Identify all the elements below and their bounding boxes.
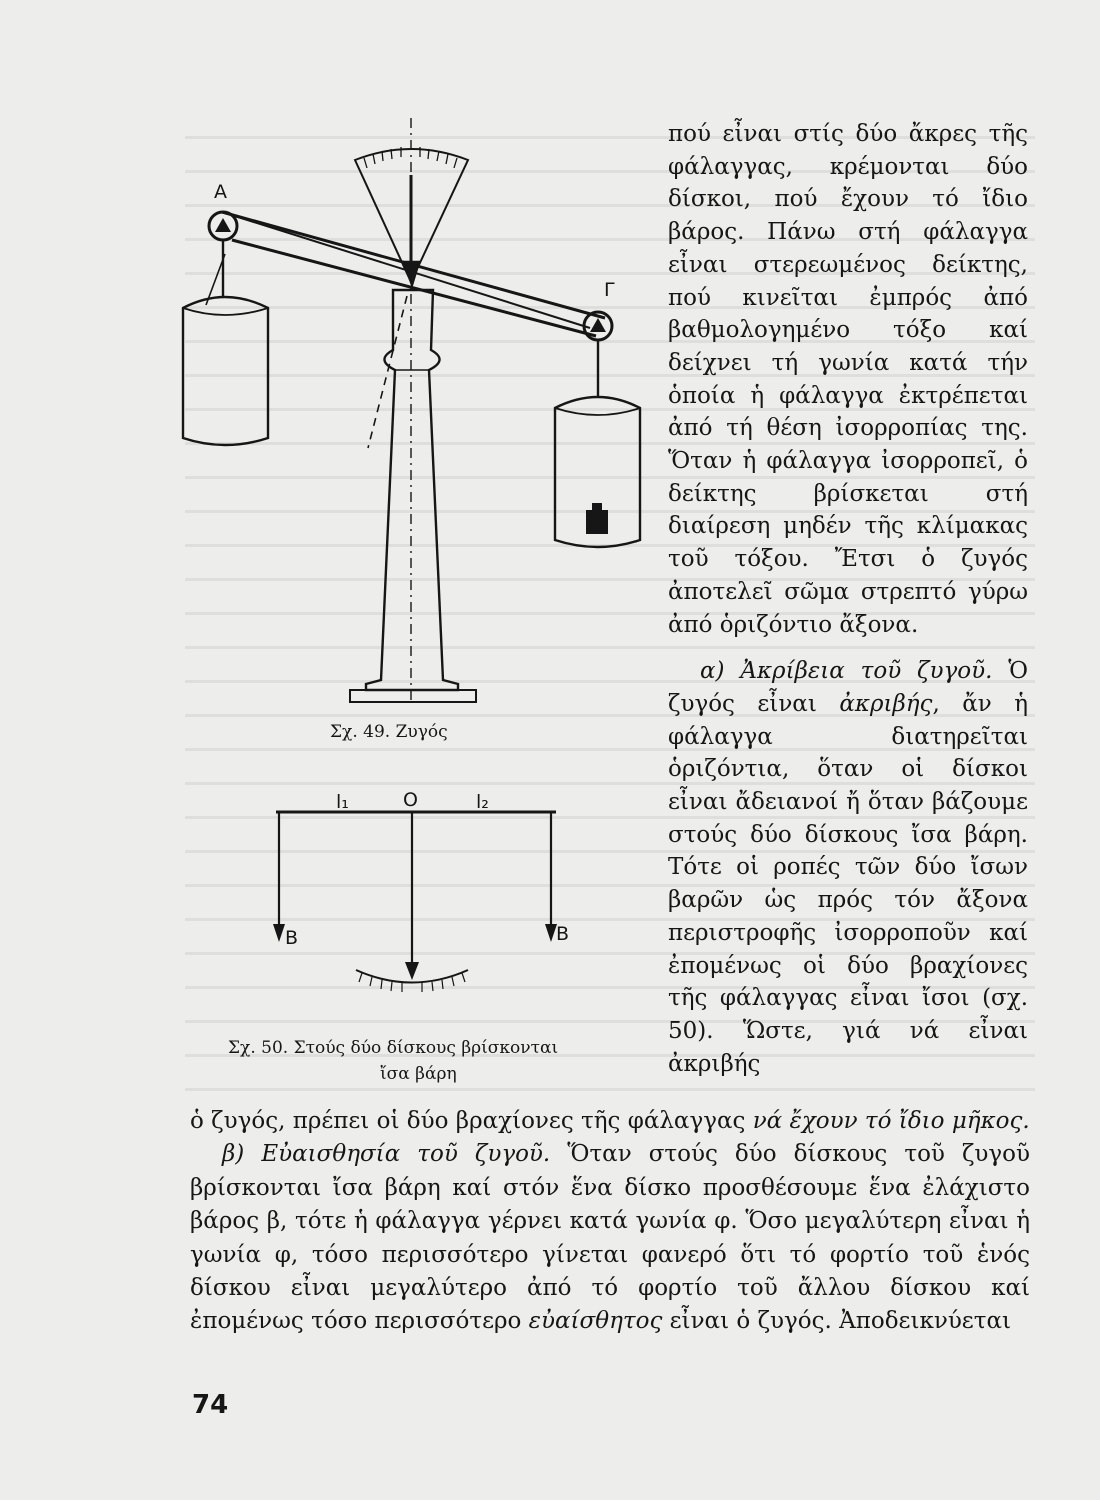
fig49-label-a: A [214,181,227,203]
fig50-label-b-right: B [556,923,570,945]
figure-50-caption [228,1035,638,1087]
accuracy-term: ἀκριβής [839,690,933,717]
figure-49-balance [183,118,640,702]
accuracy-text-b: , ἄν ἡ φάλαγγα διατηρεῖται ὁριζόντια, ὅταν οἱ δίσκοι εἶναι ἄδειανοί ἤ ὅταν βάζουμε στούς δύο δίσκους ἴσα βάρη. Τότε οἱ ροπές τῶν δύο ἴσων βαρῶν ὡς πρός τόν ἄξονα περιστροφῆς ἰσορροποῦν καί ἐπομένως οἱ δύο βραχίονες τῆς φάλαγγας εἶναι ἴσοι (σχ. 50). Ὥστε, γιά νά εἶναι ἀκριβής [668,690,1028,1077]
fig49-label-g: Γ [604,279,615,301]
sensitivity-text-b: εἶναι ὁ ζυγός. Ἀποδεικνύεται [662,1308,1012,1335]
sensitivity-term: εὐαίσθητος [528,1308,663,1335]
paragraph-sensitivity [190,1138,1030,1338]
figure-50-caption-line1: Σχ. 50. Στούς δύο δίσκους βρίσκονται [228,1038,559,1058]
paragraph-accuracy [668,655,1028,1080]
full-width-text [190,1105,1030,1339]
figure-49-caption: Σχ. 49. Ζυγός [330,722,448,742]
paragraph-accuracy-conclusion [190,1105,1030,1138]
figure-50-lever-diagram [273,812,557,992]
right-text-column [668,118,1028,1080]
conclusion-text: ὁ ζυγός, πρέπει οἱ δύο βραχίονες τῆς φάλαγγας [190,1108,753,1134]
accuracy-text-a: Ὁ ζυγός εἶναι [668,658,1028,717]
fig50-label-o: O [403,789,418,811]
sensitivity-text-a: Ὅταν στούς δύο δίσκους τοῦ ζυγοῦ βρίσκονται ἴσα βάρη καί στόν ἕνα δίσκο προσθέσουμε ἕνα ἐλάχιστο βάρος β, τότε ἡ φάλαγγα γέρνει κατά γωνία φ. Ὅσο μεγαλύτερη εἶναι ἡ γωνία φ, τόσο περισσότερο γίνεται φανερό ὅτι τό φορτίο τοῦ ἑνός δίσκου εἶναι μεγαλύτερο ἀπό τό φορτίο τοῦ ἄλλου δίσκου καί ἐπομένως τόσο περισσότερο [190,1141,1030,1335]
conclusion-emphasis: νά ἔχουν τό ἴδιο μῆκος. [752,1108,1030,1134]
fig50-label-b-left: B [285,927,299,949]
heading-accuracy: α) Ἀκρίβεια τοῦ ζυγοῦ. [700,658,993,685]
fig50-label-l2: l₂ [476,791,489,813]
figure-50-caption-line2: ἴσα βάρη [380,1064,457,1084]
paragraph-balance-description: πού εἶναι στίς δύο ἄκρες τῆς φάλαγγας, κρέμονται δύο δίσκοι, πού ἔχουν τό ἴδιο βάρος. Πάνω στή φάλαγγα εἶναι στερεωμένος δείκτης, πού κινεῖται ἐμπρός ἀπό βαθμολογημένο τόξο καί δείχνει τή γωνία κατά τήν ὁποία ἡ φάλαγγα ἐκτρέπεται ἀπό τή θέση ἰσορροπίας της. Ὅταν ἡ φάλαγγα ἰσορροπεῖ, ὁ δείκτης βρίσκεται στή διαίρεση μηδέν τῆς κλίμακας τοῦ τόξου. Ἔτσι ὁ ζυγός ἀποτελεῖ σῶμα στρεπτό γύρω ἀπό ὁριζόντιο ἄξονα. [668,121,1028,638]
fig50-label-l1: l₁ [336,791,349,813]
page-number: 74 [192,1390,229,1420]
heading-sensitivity: β) Εὐαισθησία τοῦ ζυγοῦ. [222,1141,551,1168]
